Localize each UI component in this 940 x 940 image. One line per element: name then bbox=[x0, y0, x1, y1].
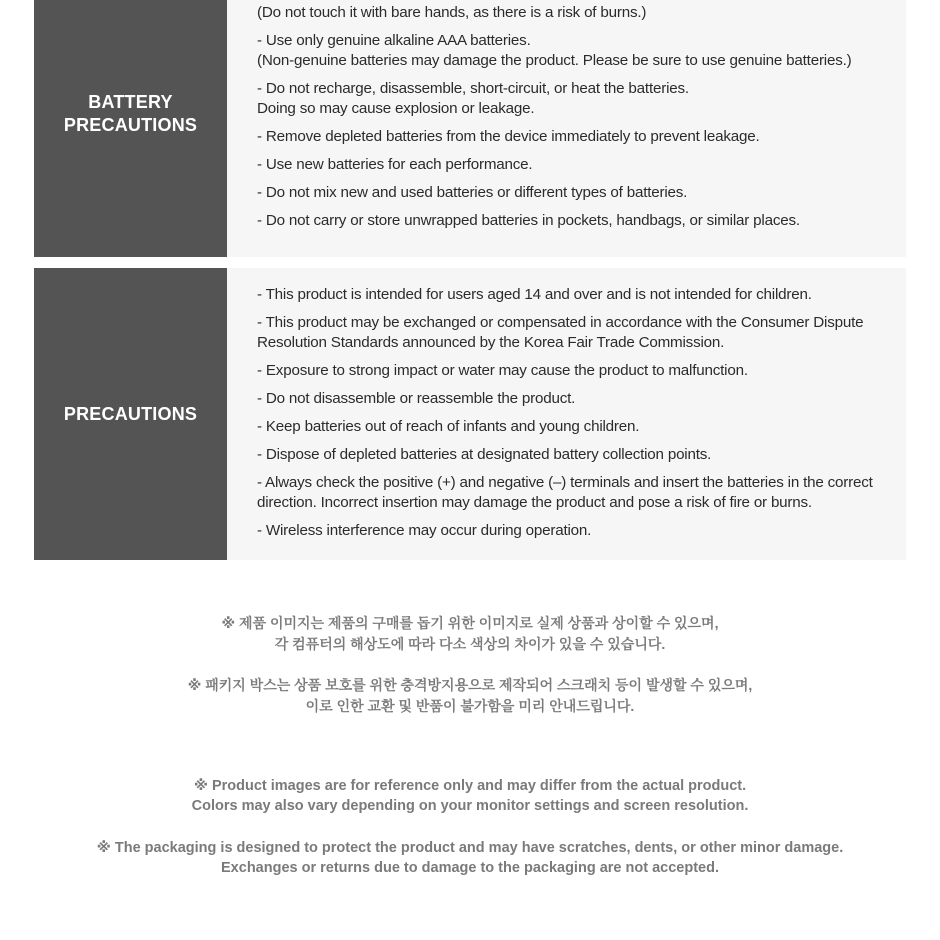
english-note-packaging bbox=[0, 838, 940, 878]
battery-precautions-list bbox=[257, 0, 898, 239]
list-item: - Wireless interference may occur during operation. bbox=[257, 522, 592, 539]
list-item: - Dispose of depleted batteries at designated battery collection points. bbox=[257, 446, 712, 463]
list-item: - Use new batteries for each performance. bbox=[257, 156, 533, 173]
list-item: - Do not mix new and used batteries or different types of batteries. bbox=[257, 184, 688, 201]
english-note-images bbox=[0, 776, 940, 816]
list-item: - Exposure to strong impact or water may cause the product to malfunction. bbox=[257, 362, 748, 379]
precautions-title: PRECAUTIONS bbox=[63, 403, 198, 424]
korean-note-packaging bbox=[0, 675, 940, 717]
list-item: - This product may be exchanged or compensated in accordance with the Consumer Dispute Resolution Standards announced by the Korea Fair Trade Commission. bbox=[257, 314, 864, 351]
precautions-heading bbox=[34, 268, 227, 560]
list-item: - Do not disassemble or reassemble the product. bbox=[257, 390, 576, 407]
list-item: - Remove depleted batteries from the device immediately to prevent leakage. bbox=[257, 128, 760, 145]
list-item: - Always check the positive (+) and negative (–) terminals and insert the batteries in the correct direction. Incorrect insertion may damage the product and pose a risk of fire or burns. bbox=[257, 474, 873, 511]
precautions-list bbox=[257, 285, 898, 549]
note-text: ※ Product images are for reference only and may differ from the actual product. Colors may also vary depending on your monitor settings and screen resolution. bbox=[191, 778, 749, 814]
korean-note-images bbox=[0, 613, 940, 655]
battery-precautions-title: BATTERY PRECAUTIONS bbox=[63, 91, 198, 135]
list-item: (Do not touch it with bare hands, as there is a risk of burns.) bbox=[257, 4, 647, 21]
list-item: - Do not carry or store unwrapped batteries in pockets, handbags, or similar places. bbox=[257, 212, 800, 229]
note-text: ※ 제품 이미지는 제품의 구매를 돕기 위한 이미지로 실제 상품과 상이할 수 있으며, 각 컴퓨터의 해상도에 따라 다소 색상의 차이가 있을 수 있습니다. bbox=[221, 615, 719, 652]
list-item: - Do not recharge, disassemble, short-circuit, or heat the batteries. Doing so may cause explosion or leakage. bbox=[257, 80, 689, 117]
list-item: - This product is intended for users aged 14 and over and is not intended for children. bbox=[257, 286, 812, 303]
battery-precautions-heading bbox=[34, 0, 227, 257]
list-item: - Use only genuine alkaline AAA batteries. (Non-genuine batteries may damage the product. Please be sure to use genuine batteries.) bbox=[257, 32, 852, 69]
note-text: ※ 패키지 박스는 상품 보호를 위한 충격방지용으로 제작되어 스크래치 등이 발생할 수 있으며, 이로 인한 교환 및 반품이 불가함을 미리 안내드립니다. bbox=[187, 677, 753, 714]
note-text: ※ The packaging is designed to protect the product and may have scratches, dents, or other minor damage. Exchanges or returns due to damage to the packaging are not accepted. bbox=[96, 840, 844, 876]
battery-precautions-section bbox=[34, 0, 906, 257]
list-item: - Keep batteries out of reach of infants and young children. bbox=[257, 418, 640, 435]
precautions-section bbox=[34, 268, 906, 560]
